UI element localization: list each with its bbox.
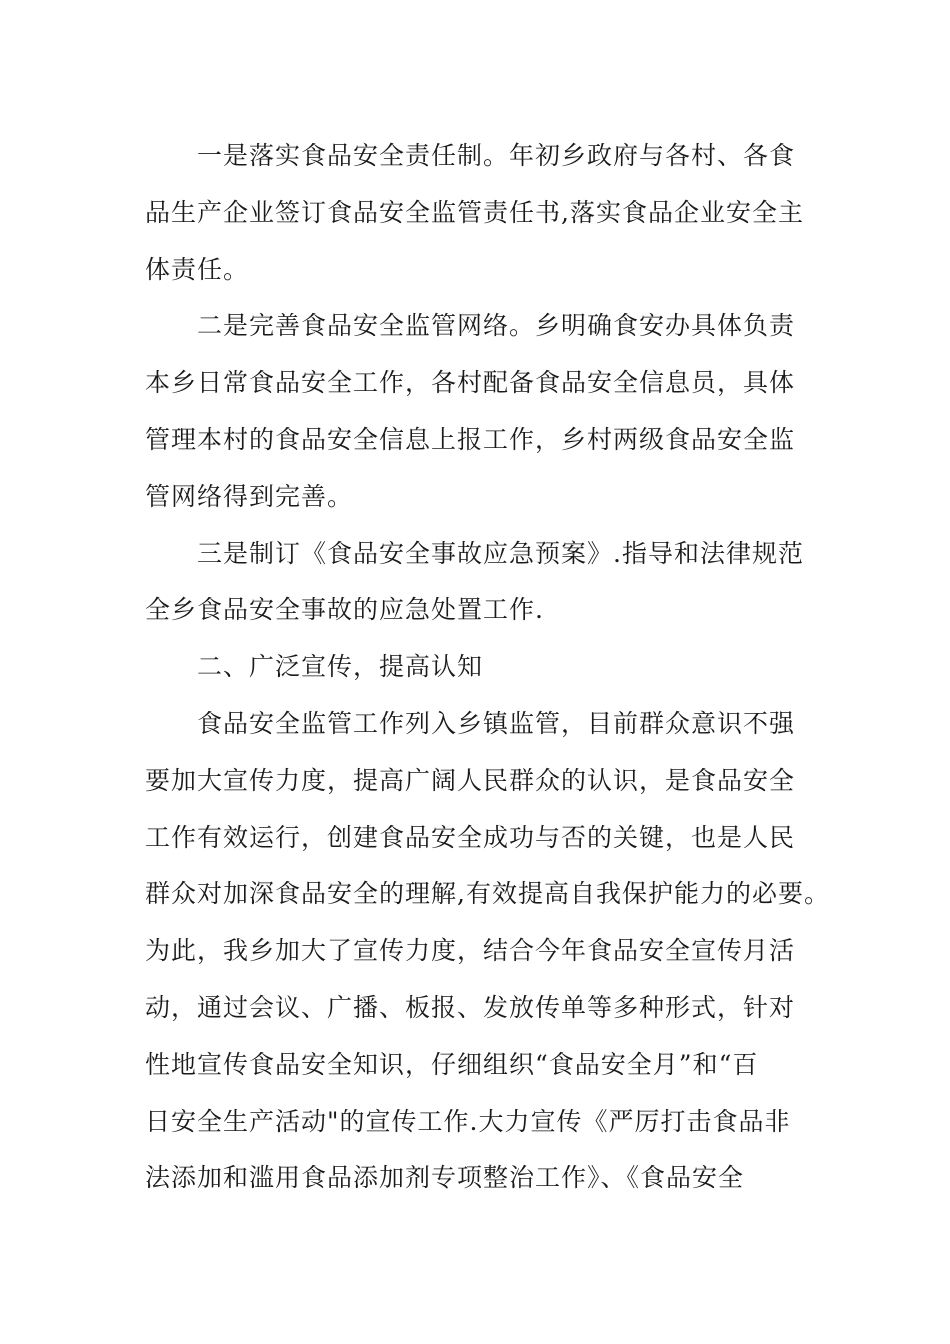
- text-line: 工作有效运行，创建食品安全成功与否的关键，也是人民: [145, 822, 796, 852]
- text-line: 要加大宣传力度，提高广阔人民群众的认识，是食品安全: [145, 765, 796, 795]
- section-heading-publicity: [145, 639, 815, 696]
- text-line: 日安全生产活动"的宣传工作.大力宣传《严厉打击食品非: [145, 1106, 791, 1136]
- text-line: 全乡食品安全事故的应急处置工作.: [145, 595, 544, 625]
- text-line: 品生产企业签订食品安全监管责任书,落实食品企业安全主: [145, 197, 804, 227]
- text-line: 管网络得到完善。: [145, 481, 354, 511]
- paragraph-emergency-plan: [145, 526, 815, 640]
- text-line: 二是完善食品安全监管网络。乡明确食安办具体负责: [197, 311, 796, 341]
- document-body: [145, 128, 830, 1207]
- text-line: 体责任。: [145, 254, 250, 284]
- text-line: 为此，我乡加大了宣传力度，结合今年食品安全宣传月活: [145, 936, 796, 966]
- section-heading: 二、广泛宣传，提高认知: [197, 652, 484, 682]
- paragraph-publicity: [145, 696, 830, 1207]
- text-line: 法添加和滥用食品添加剂专项整治工作》、《食品安全: [145, 1163, 745, 1193]
- paragraph-responsibility-system: [145, 128, 815, 298]
- text-line: 群众对加深食品安全的理解,有效提高自我保护能力的必要。: [145, 879, 830, 909]
- text-line: 本乡日常食品安全工作，各村配备食品安全信息员，具体: [145, 368, 796, 398]
- text-line: 食品安全监管工作列入乡镇监管，目前群众意识不强: [197, 708, 796, 738]
- text-line: 性地宣传食品安全知识，仔细组织“食品安全月”和“百: [145, 1049, 759, 1079]
- paragraph-supervision-network: [145, 298, 815, 525]
- text-line: 管理本村的食品安全信息上报工作，乡村两级食品安全监: [145, 424, 796, 454]
- text-line: 三是制订《食品安全事故应急预案》.指导和法律规范: [197, 538, 804, 568]
- text-line: 动，通过会议、广播、板报、发放传单等多种形式，针对: [145, 992, 796, 1022]
- text-line: 一是落实食品安全责任制。年初乡政府与各村、各食: [197, 141, 796, 170]
